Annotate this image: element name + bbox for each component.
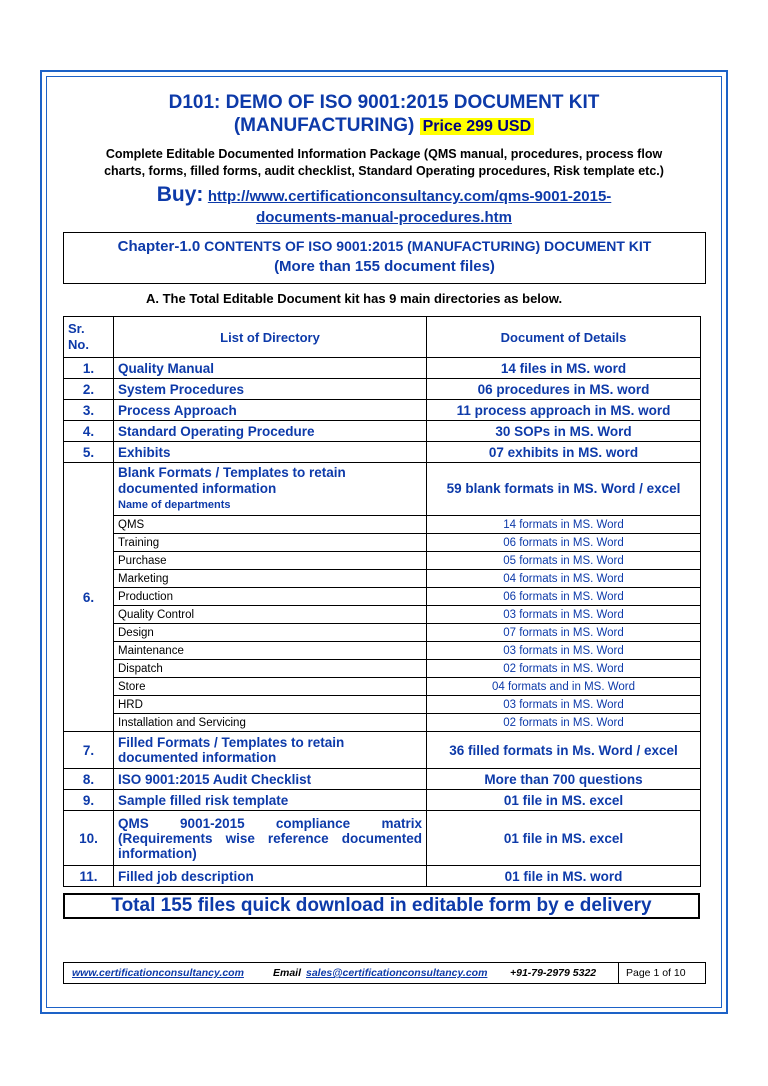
- department-name: HRD: [114, 696, 427, 714]
- row-details: 01 file in MS. word: [427, 866, 701, 887]
- row-sr: 9.: [64, 790, 114, 811]
- row-sr: 2.: [64, 379, 114, 400]
- footer-website-link[interactable]: www.certificationconsultancy.com: [72, 967, 244, 979]
- header-directory: List of Directory: [114, 317, 427, 358]
- chapter-heading: [64, 236, 705, 257]
- row-details: 59 blank formats in MS. Word / excel: [427, 463, 701, 516]
- buy-link-continued[interactable]: documents-manual-procedures.htm: [256, 209, 512, 226]
- row-sr: 5.: [64, 442, 114, 463]
- chapter-file-count: (More than 155 document files): [274, 258, 495, 275]
- buy-line: [64, 184, 704, 207]
- buy-line-2: [64, 207, 704, 228]
- row-sr: 4.: [64, 421, 114, 442]
- row-sr: 3.: [64, 400, 114, 421]
- row-sr: 10.: [64, 811, 114, 866]
- department-row: [64, 624, 701, 642]
- total-files-banner: Total 155 files quick download in editable form by e delivery: [63, 893, 700, 919]
- row-directory: Sample filled risk template: [114, 790, 427, 811]
- department-name: Production: [114, 588, 427, 606]
- row-details: 36 filled formats in Ms. Word / excel: [427, 732, 701, 769]
- department-name: Training: [114, 534, 427, 552]
- footer-email-link[interactable]: sales@certificationconsultancy.com: [306, 967, 488, 979]
- department-row: [64, 642, 701, 660]
- footer-divider: [618, 963, 619, 983]
- department-details: 04 formats and in MS. Word: [427, 678, 701, 696]
- row-directory: System Procedures: [114, 379, 427, 400]
- table-row: [64, 811, 701, 866]
- row-details: 30 SOPs in MS. Word: [427, 421, 701, 442]
- department-name: Store: [114, 678, 427, 696]
- row-details: 11 process approach in MS. word: [427, 400, 701, 421]
- directory-table: [63, 316, 701, 887]
- row-directory: ISO 9001:2015 Audit Checklist: [114, 769, 427, 790]
- row-sr: 6.: [64, 463, 114, 732]
- row-details: 06 procedures in MS. word: [427, 379, 701, 400]
- row-directory: QMS 9001-2015 compliance matrix (Requirements wise reference documented information): [114, 811, 427, 866]
- row-sr: 8.: [64, 769, 114, 790]
- chapter-heading-box: [63, 232, 706, 284]
- department-name: Quality Control: [114, 606, 427, 624]
- table-header-row: [64, 317, 701, 358]
- document-title: D101: DEMO OF ISO 9001:2015 DOCUMENT KIT: [168, 92, 600, 113]
- department-details: 06 formats in MS. Word: [427, 534, 701, 552]
- table-row: [64, 866, 701, 887]
- row-details: 01 file in MS. excel: [427, 790, 701, 811]
- department-row: [64, 534, 701, 552]
- table-row: [64, 379, 701, 400]
- document-title-line2: [60, 115, 708, 138]
- row-directory: Standard Operating Procedure: [114, 421, 427, 442]
- page-footer: [63, 962, 706, 984]
- department-details: 02 formats in MS. Word: [427, 714, 701, 732]
- row-sr: 7.: [64, 732, 114, 769]
- row-directory: Quality Manual: [114, 358, 427, 379]
- table-row: [64, 358, 701, 379]
- chapter-title: CONTENTS OF ISO 9001:2015 (MANUFACTURING) DOCUMENT KIT: [204, 238, 652, 254]
- row-directory: Process Approach: [114, 400, 427, 421]
- department-row: [64, 570, 701, 588]
- row-details: 01 file in MS. excel: [427, 811, 701, 866]
- row-directory: Exhibits: [114, 442, 427, 463]
- package-description-line2: charts, forms, filled forms, audit checklist, Standard Operating procedures, Risk template etc.): [104, 164, 664, 178]
- header-details: Document of Details: [427, 317, 701, 358]
- department-details: 03 formats in MS. Word: [427, 642, 701, 660]
- page-number: Page 1 of 10: [626, 967, 686, 979]
- package-description: [64, 146, 704, 180]
- department-row: [64, 714, 701, 732]
- department-name: Design: [114, 624, 427, 642]
- table-row-blank-formats: [64, 463, 701, 516]
- table-row: [64, 442, 701, 463]
- department-name: Installation and Servicing: [114, 714, 427, 732]
- blank-formats-title: Blank Formats / Templates to retain documented information: [118, 465, 346, 496]
- row-sr: 11.: [64, 866, 114, 887]
- department-details: 07 formats in MS. Word: [427, 624, 701, 642]
- table-row: [64, 400, 701, 421]
- chapter-number: Chapter-1.0: [117, 238, 201, 255]
- footer-email-label: Email: [273, 967, 302, 979]
- buy-label: Buy:: [156, 183, 204, 206]
- row-sr: 1.: [64, 358, 114, 379]
- table-row: [64, 421, 701, 442]
- row-details: 07 exhibits in MS. word: [427, 442, 701, 463]
- department-row: [64, 588, 701, 606]
- department-row: [64, 660, 701, 678]
- package-description-line1: Complete Editable Documented Information Package (QMS manual, procedures, process flow: [105, 147, 663, 161]
- row-details: More than 700 questions: [427, 769, 701, 790]
- footer-phone: +91-79-2979 5322: [510, 967, 597, 979]
- department-details: 03 formats in MS. Word: [427, 606, 701, 624]
- department-name: Purchase: [114, 552, 427, 570]
- department-row: [64, 696, 701, 714]
- section-a-heading: A. The Total Editable Document kit has 9 main directories as below.: [146, 291, 563, 306]
- row-details: 14 files in MS. word: [427, 358, 701, 379]
- table-row: [64, 790, 701, 811]
- department-row: [64, 552, 701, 570]
- department-name: Marketing: [114, 570, 427, 588]
- department-details: 14 formats in MS. Word: [427, 516, 701, 534]
- department-details: 04 formats in MS. Word: [427, 570, 701, 588]
- price-badge: Price 299 USD: [420, 118, 535, 135]
- department-name: Maintenance: [114, 642, 427, 660]
- department-name: Dispatch: [114, 660, 427, 678]
- table-row: [64, 732, 701, 769]
- department-details: 05 formats in MS. Word: [427, 552, 701, 570]
- row-directory: Filled Formats / Templates to retain documented information: [114, 732, 427, 769]
- department-row: [64, 516, 701, 534]
- header-sr-no: Sr. No.: [64, 317, 114, 358]
- departments-label: Name of departments: [118, 499, 231, 511]
- department-name: QMS: [114, 516, 427, 534]
- buy-link[interactable]: http://www.certificationconsultancy.com/qms-9001-2015-: [207, 188, 612, 205]
- department-details: 06 formats in MS. Word: [427, 588, 701, 606]
- department-details: 03 formats in MS. Word: [427, 696, 701, 714]
- row-directory: Filled job description: [114, 866, 427, 887]
- row-directory: [114, 463, 427, 516]
- department-details: 02 formats in MS. Word: [427, 660, 701, 678]
- department-row: [64, 606, 701, 624]
- department-row: [64, 678, 701, 696]
- title-manufacturing: (MANUFACTURING): [233, 115, 415, 136]
- table-row: [64, 769, 701, 790]
